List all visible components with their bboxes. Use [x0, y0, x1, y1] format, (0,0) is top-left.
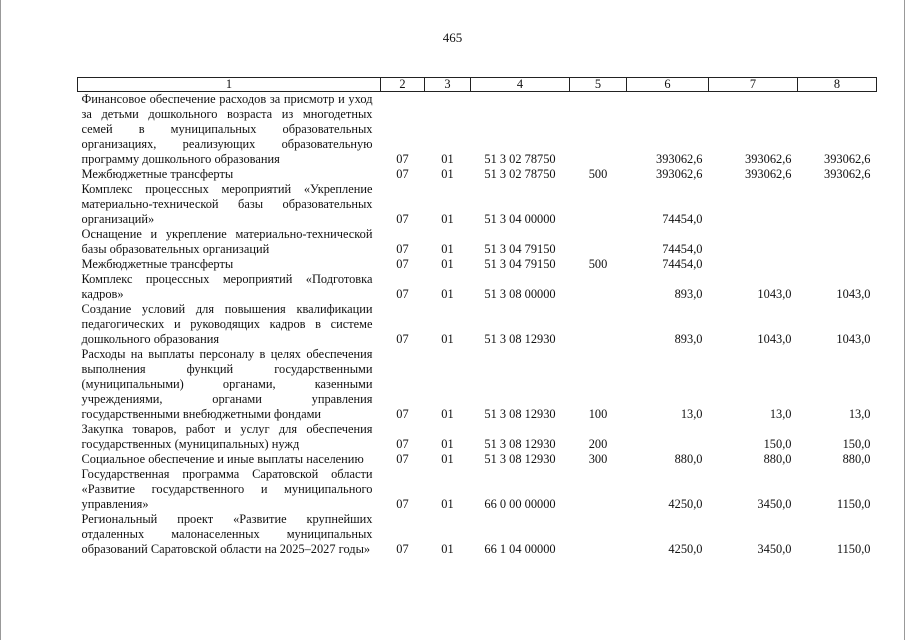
page-number: 465	[442, 30, 463, 45]
row-value-cell-c7: 3450,0	[757, 542, 792, 556]
row-value-cell-c2: 07	[396, 257, 409, 271]
row-name-cell: Межбюджетные трансферты	[81, 167, 234, 181]
row-value-cell-c8	[798, 257, 877, 272]
table-row	[78, 302, 877, 347]
row-name-cell: Закупка товаров, работ и услуг для обеспечения государственных (муниципальных) нужд	[81, 422, 373, 451]
row-value-cell-c4: 66 0 00 00000	[484, 497, 556, 511]
row-value-cell-c6: 13,0	[680, 407, 703, 421]
row-value-cell-c6: 74454,0	[662, 212, 703, 226]
row-value-cell-c5: 500	[588, 167, 608, 181]
row-value-cell-c7: 1043,0	[757, 332, 792, 346]
column-header: 1	[78, 78, 381, 92]
table-row	[78, 512, 877, 557]
row-value-cell-c6: 893,0	[674, 287, 703, 301]
row-value-cell-c6: 4250,0	[668, 497, 703, 511]
column-header: 6	[627, 78, 709, 92]
row-value-cell-c7: 880,0	[763, 452, 792, 466]
column-number-row	[78, 78, 877, 92]
row-value-cell-c3: 01	[441, 212, 454, 226]
row-value-cell-c4: 51 3 04 79150	[484, 257, 556, 271]
table-row	[78, 347, 877, 422]
table-row	[78, 227, 877, 257]
budget-table	[77, 77, 877, 557]
column-header: 2	[381, 78, 425, 92]
row-value-cell-c5	[570, 227, 627, 257]
table-row	[78, 422, 877, 452]
row-value-cell-c3: 01	[441, 437, 454, 451]
row-value-cell-c7	[709, 227, 798, 257]
row-value-cell-c8	[798, 227, 877, 257]
row-value-cell-c6: 74454,0	[662, 257, 703, 271]
row-value-cell-c8: 1043,0	[836, 287, 871, 301]
table-row	[78, 257, 877, 272]
table-row	[78, 92, 877, 168]
column-header: 5	[570, 78, 627, 92]
row-name-cell: Государственная программа Саратовской области «Развитие государственного и муниципального управления»	[81, 467, 373, 511]
row-value-cell-c3: 01	[441, 167, 454, 181]
row-value-cell-c7: 3450,0	[757, 497, 792, 511]
row-value-cell-c6: 393062,6	[656, 152, 703, 166]
row-name-cell: Расходы на выплаты персоналу в целях обеспечения выполнения функций государственными (муниципальными) органами, казенными учреждениями, органами управления государственными внебюджетными фондами	[81, 347, 373, 421]
row-value-cell-c2: 07	[396, 287, 409, 301]
row-value-cell-c3: 01	[441, 332, 454, 346]
row-value-cell-c2: 07	[396, 452, 409, 466]
row-value-cell-c2: 07	[396, 497, 409, 511]
table-row	[78, 182, 877, 227]
table-row	[78, 467, 877, 512]
row-value-cell-c2: 07	[396, 332, 409, 346]
row-value-cell-c5	[570, 92, 627, 168]
row-value-cell-c3: 01	[441, 542, 454, 556]
row-value-cell-c4: 66 1 04 00000	[484, 542, 556, 556]
row-value-cell-c8: 880,0	[842, 452, 871, 466]
row-value-cell-c3: 01	[441, 287, 454, 301]
row-name-cell: Комплекс процессных мероприятий «Укрепление материально-технической базы образовательных организаций»	[81, 182, 373, 226]
column-header: 8	[798, 78, 877, 92]
row-value-cell-c4: 51 3 08 12930	[484, 407, 556, 421]
row-value-cell-c7	[709, 257, 798, 272]
row-value-cell-c6: 880,0	[674, 452, 703, 466]
row-name-cell: Региональный проект «Развитие крупнейших отдаленных малонаселенных муниципальных образований Саратовской области на 2025–2027 годы»	[81, 512, 373, 556]
row-value-cell-c2: 07	[396, 407, 409, 421]
row-value-cell-c5	[570, 467, 627, 512]
row-value-cell-c8	[798, 182, 877, 227]
row-value-cell-c4: 51 3 08 12930	[484, 332, 556, 346]
row-value-cell-c5	[570, 182, 627, 227]
row-name-cell: Создание условий для повышения квалификации педагогических и руководящих кадров в системе дошкольного образования	[81, 302, 373, 346]
row-name-cell: Социальное обеспечение и иные выплаты населению	[81, 452, 364, 466]
row-value-cell-c4: 51 3 04 00000	[484, 212, 556, 226]
row-value-cell-c7: 393062,6	[745, 152, 792, 166]
row-name-cell: Комплекс процессных мероприятий «Подготовка кадров»	[81, 272, 373, 301]
row-value-cell-c7: 1043,0	[757, 287, 792, 301]
table-row	[78, 452, 877, 467]
row-value-cell-c2: 07	[396, 437, 409, 451]
row-name-cell: Финансовое обеспечение расходов за присмотр и уход за детьми дошкольного возраста из многодетных семей в муниципальных образовательных организациях, реализующих образовательную программу дошкольного образования	[81, 92, 373, 166]
row-value-cell-c4: 51 3 02 78750	[484, 167, 556, 181]
row-value-cell-c2: 07	[396, 152, 409, 166]
row-value-cell-c7: 393062,6	[745, 167, 792, 181]
row-value-cell-c4: 51 3 08 12930	[484, 452, 556, 466]
row-value-cell-c6: 4250,0	[668, 542, 703, 556]
row-value-cell-c6: 393062,6	[656, 167, 703, 181]
row-value-cell-c3: 01	[441, 497, 454, 511]
row-value-cell-c5	[570, 302, 627, 347]
row-value-cell-c3: 01	[441, 407, 454, 421]
row-value-cell-c8: 393062,6	[824, 152, 871, 166]
row-value-cell-c8: 1043,0	[836, 332, 871, 346]
row-value-cell-c5: 500	[588, 257, 608, 271]
row-value-cell-c5: 200	[588, 437, 608, 451]
row-value-cell-c8: 13,0	[848, 407, 871, 421]
row-value-cell-c6	[627, 422, 709, 452]
row-value-cell-c5: 100	[588, 407, 608, 421]
row-value-cell-c6: 893,0	[674, 332, 703, 346]
row-value-cell-c3: 01	[441, 257, 454, 271]
row-value-cell-c4: 51 3 02 78750	[484, 152, 556, 166]
row-value-cell-c2: 07	[396, 167, 409, 181]
row-value-cell-c3: 01	[441, 242, 454, 256]
row-value-cell-c8: 1150,0	[836, 497, 871, 511]
row-value-cell-c7	[709, 182, 798, 227]
table-row	[78, 272, 877, 302]
row-value-cell-c3: 01	[441, 152, 454, 166]
row-value-cell-c4: 51 3 04 79150	[484, 242, 556, 256]
row-value-cell-c5	[570, 512, 627, 557]
row-value-cell-c8: 1150,0	[836, 542, 871, 556]
row-value-cell-c5: 300	[588, 452, 608, 466]
row-value-cell-c6: 74454,0	[662, 242, 703, 256]
row-name-cell: Межбюджетные трансферты	[81, 257, 234, 271]
column-header: 3	[425, 78, 471, 92]
table-row	[78, 167, 877, 182]
column-header: 7	[709, 78, 798, 92]
row-value-cell-c4: 51 3 08 12930	[484, 437, 556, 451]
row-name-cell: Оснащение и укрепление материально-технической базы образовательных организаций	[81, 227, 373, 256]
row-value-cell-c2: 07	[396, 542, 409, 556]
row-value-cell-c7: 150,0	[763, 437, 792, 451]
row-value-cell-c3: 01	[441, 452, 454, 466]
row-value-cell-c4: 51 3 08 00000	[484, 287, 556, 301]
row-value-cell-c2: 07	[396, 212, 409, 226]
row-value-cell-c5	[570, 272, 627, 302]
row-value-cell-c8: 393062,6	[824, 167, 871, 181]
row-value-cell-c8: 150,0	[842, 437, 871, 451]
column-header: 4	[471, 78, 570, 92]
page-left-edge	[0, 0, 1, 640]
row-value-cell-c2: 07	[396, 242, 409, 256]
row-value-cell-c7: 13,0	[769, 407, 792, 421]
